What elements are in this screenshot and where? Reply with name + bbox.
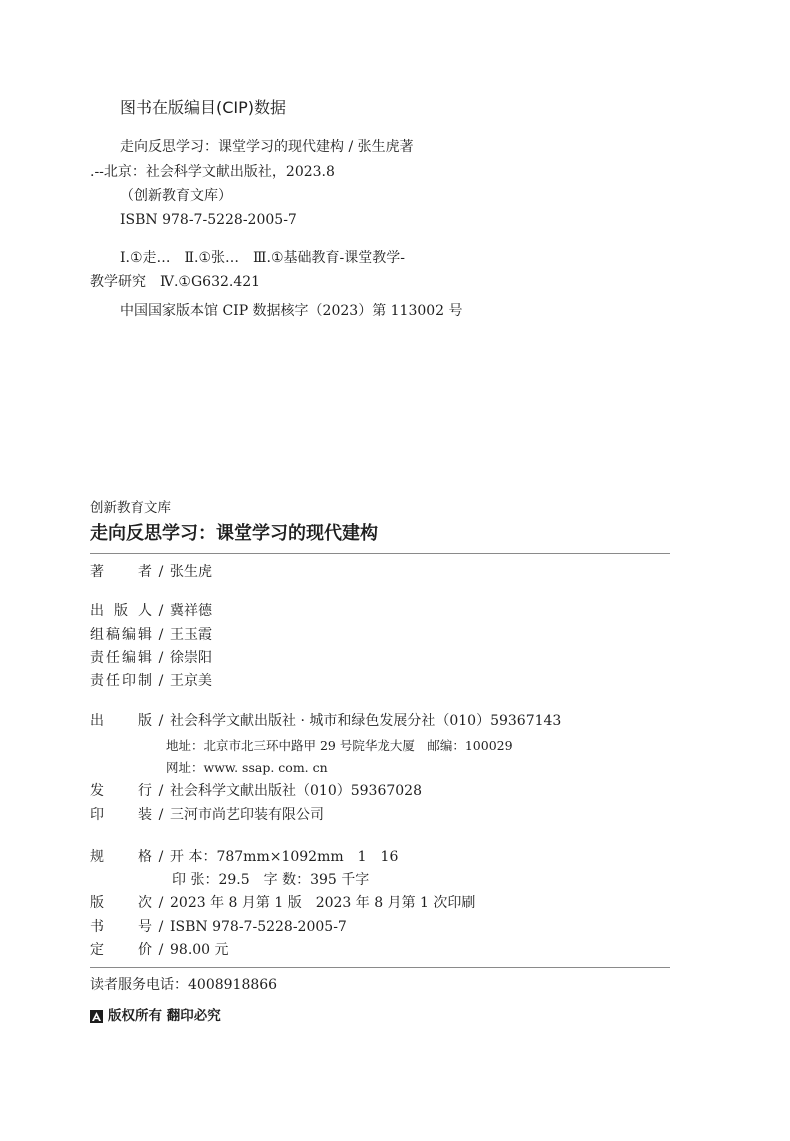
distributor-value: 社会科学文献出版社（010）59367028 — [170, 783, 422, 799]
cip-line-record-number: 中国国家版本馆 CIP 数据核字（2023）第 113002 号 — [120, 303, 463, 319]
separator: / — [158, 713, 164, 729]
price-label: 定 价 — [90, 942, 152, 958]
cip-line-series: （创新教育文库） — [120, 188, 232, 204]
credit-row-publisher-head — [90, 602, 212, 620]
reader-service-phone: 读者服务电话：4008918866 — [90, 977, 278, 993]
credit-label: 责任印制 — [90, 673, 152, 689]
credit-row-acquisition-editor — [90, 626, 212, 644]
edition-value: 2023 年 8 月第 1 版 2023 年 8 月第 1 次印刷 — [170, 895, 476, 911]
isbn-value: ISBN 978-7-5228-2005-7 — [170, 919, 347, 935]
edition-label: 版 次 — [90, 895, 152, 911]
separator: / — [158, 603, 164, 619]
publisher-value: 社会科学文献出版社 · 城市和绿色发展分社（010）59367143 — [170, 713, 562, 729]
cip-line-publisher: .--北京：社会科学文献出版社，2023.8 — [90, 164, 335, 180]
separator: / — [158, 919, 164, 935]
separator: / — [158, 783, 164, 799]
credit-row-print-supervisor — [90, 672, 212, 690]
credit-row-author — [90, 563, 212, 581]
isbn-row — [90, 918, 347, 936]
distributor-label: 发 行 — [90, 783, 152, 799]
distributor-row — [90, 782, 422, 800]
isbn-label: 书 号 — [90, 919, 152, 935]
copyright-notice: 版权所有 翻印必究 — [108, 1008, 221, 1024]
edition-row — [90, 894, 475, 912]
format-label: 规 格 — [90, 849, 152, 865]
separator: / — [158, 849, 164, 865]
credit-value: 王玉霞 — [170, 627, 212, 643]
title-rule — [90, 553, 670, 554]
credit-label: 出 版 人 — [90, 603, 152, 619]
publisher-label: 出 版 — [90, 713, 152, 729]
printer-label: 印 装 — [90, 807, 152, 823]
printer-value: 三河市尚艺印装有限公司 — [170, 807, 324, 823]
credit-row-responsible-editor — [90, 649, 212, 667]
cip-heading: 图书在版编目(CIP)数据 — [120, 98, 287, 117]
book-title: 走向反思学习：课堂学习的现代建构 — [90, 523, 378, 544]
publisher-address: 地址：北京市北三环中路甲 29 号院华龙大厦 邮编：100029 — [166, 738, 513, 753]
cip-line-title-author: 走向反思学习：课堂学习的现代建构 / 张生虎著 — [120, 139, 414, 155]
credit-label: 责任编辑 — [90, 650, 152, 666]
credit-label: 著 者 — [90, 564, 152, 580]
price-row — [90, 941, 229, 959]
cip-line-classification: 教学研究 Ⅳ.①G632.421 — [90, 274, 261, 290]
cip-line-isbn: ISBN 978-7-5228-2005-7 — [120, 212, 297, 228]
publisher-website: 网址：www. ssap. com. cn — [166, 760, 328, 775]
credit-value: 张生虎 — [170, 564, 212, 580]
separator: / — [158, 650, 164, 666]
sheets-and-word-count: 印 张：29.5 字 数：395 千字 — [172, 872, 370, 888]
publisher-row — [90, 712, 561, 730]
publisher-logo-icon — [90, 1010, 103, 1023]
separator: / — [158, 564, 164, 580]
separator: / — [158, 807, 164, 823]
price-rule — [90, 967, 670, 968]
series-name: 创新教育文库 — [90, 500, 171, 516]
price-value: 98.00 元 — [170, 942, 229, 958]
format-row — [90, 848, 398, 866]
separator: / — [158, 895, 164, 911]
separator: / — [158, 627, 164, 643]
credit-label: 组稿编辑 — [90, 627, 152, 643]
separator: / — [158, 942, 164, 958]
credit-value: 冀祥德 — [170, 603, 212, 619]
printer-row — [90, 806, 324, 824]
cip-line-subjects: Ⅰ.①走… Ⅱ.①张… Ⅲ.①基础教育-课堂教学- — [120, 250, 406, 266]
credit-value: 徐崇阳 — [170, 650, 212, 666]
format-value: 开 本：787mm×1092mm 1 16 — [170, 849, 399, 865]
credit-value: 王京美 — [170, 673, 212, 689]
separator: / — [158, 673, 164, 689]
